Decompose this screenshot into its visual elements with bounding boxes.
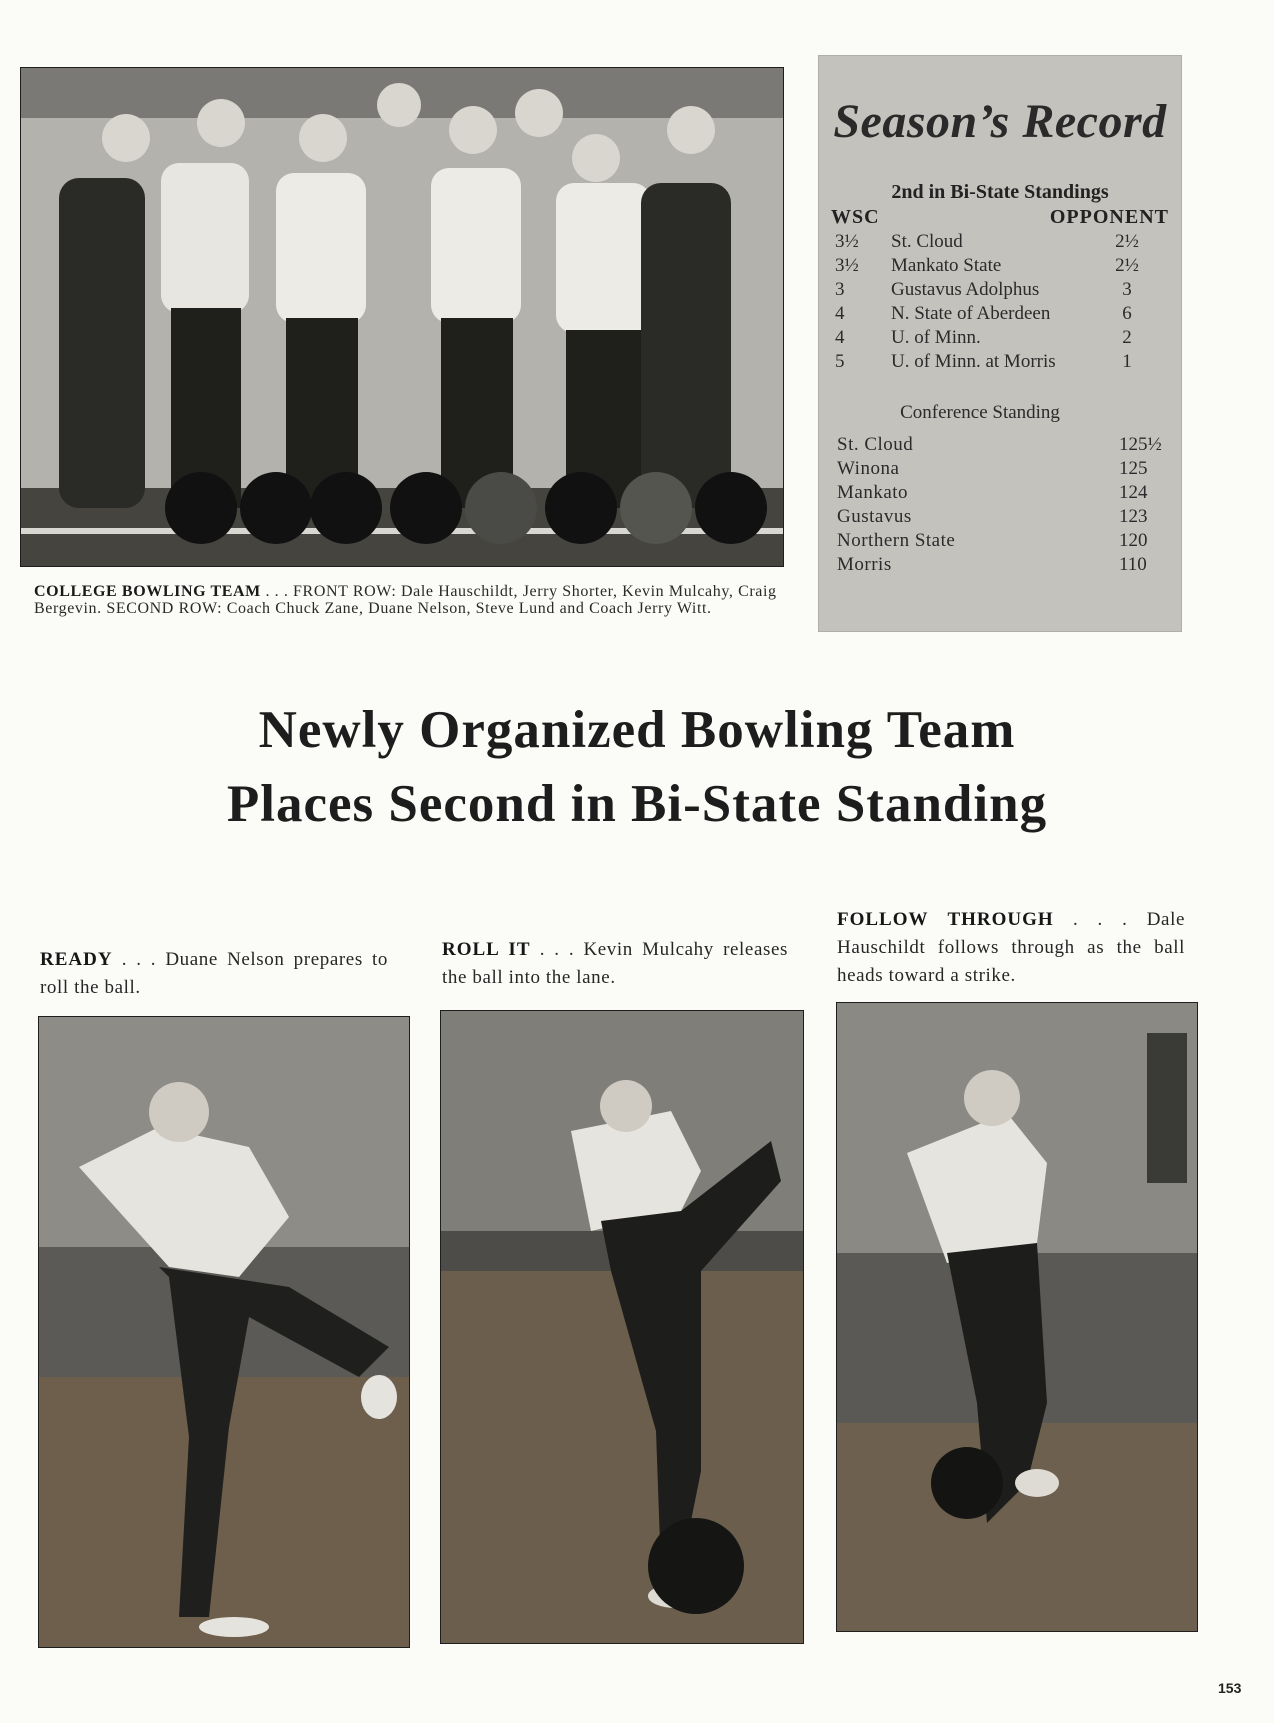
- photo-caption-roll-it: [442, 936, 788, 992]
- conference-points: 120: [1119, 530, 1148, 551]
- opponent-score: 2: [1122, 327, 1132, 348]
- opponent-score: 2½: [1115, 255, 1139, 276]
- record-title: Season’s Record: [833, 95, 1167, 148]
- headline-line-1: Newly Organized Bowling Team: [258, 701, 1016, 759]
- page-number: 153: [1218, 1680, 1242, 1696]
- opponent-name: N. State of Aberdeen: [891, 303, 1051, 324]
- conference-row: [819, 506, 1181, 530]
- opponent-score: 6: [1122, 303, 1132, 324]
- record-subtitle: 2nd in Bi-State Standings: [891, 181, 1109, 203]
- opponent-score: 2½: [1115, 231, 1139, 252]
- opponent-name: St. Cloud: [891, 231, 963, 252]
- conference-team: Morris: [837, 554, 892, 575]
- team-caption-text: . . . FRONT ROW: Dale Hauschildt, Jerry Shorter, Kevin Mulcahy, Craig Bergevin. SECOND ROW: Coach Chuck Zane, Duane Nelson, Steve Lund and Coach Jerry Witt.: [34, 583, 777, 617]
- conference-points: 123: [1119, 506, 1148, 527]
- conference-team: St. Cloud: [837, 434, 914, 455]
- follow-through-photo-illustration: [837, 1003, 1197, 1631]
- headline: [0, 693, 1274, 841]
- opponent-score: 1: [1122, 351, 1132, 372]
- conference-team: Northern State: [837, 530, 956, 551]
- photo-caption-follow-through: [837, 906, 1185, 990]
- conference-title: Conference Standing: [900, 402, 1060, 423]
- conference-row: [819, 458, 1181, 482]
- wsc-score: 3: [835, 279, 845, 300]
- wsc-score: 3½: [835, 255, 859, 276]
- conference-row: [819, 482, 1181, 506]
- wsc-score: 4: [835, 327, 845, 348]
- team-caption-lead: COLLEGE BOWLING TEAM: [34, 583, 261, 600]
- conference-points: 125: [1119, 458, 1148, 479]
- conference-row: [819, 530, 1181, 554]
- conference-points: 125½: [1119, 434, 1162, 455]
- team-caption: [34, 583, 782, 617]
- seasons-record-box: [818, 55, 1182, 632]
- wsc-score: 5: [835, 351, 845, 372]
- game-row: [819, 255, 1181, 279]
- wsc-score: 3½: [835, 231, 859, 252]
- team-photo-illustration: [21, 68, 783, 566]
- column-header-wsc: WSC: [831, 206, 880, 228]
- game-row: [819, 231, 1181, 255]
- game-row: [819, 327, 1181, 351]
- opponent-name: Gustavus Adolphus: [891, 279, 1040, 300]
- game-row: [819, 351, 1181, 375]
- conference-row: [819, 434, 1181, 458]
- opponent-score: 3: [1122, 279, 1132, 300]
- caption-text: . . . Duane Nelson prepares to roll the ball.: [40, 949, 388, 998]
- caption-text: . . . Dale Hauschildt follows through as the ball heads toward a strike.: [837, 909, 1185, 986]
- caption-text: . . . Kevin Mulcahy releases the ball into the lane.: [442, 939, 788, 988]
- game-row: [819, 303, 1181, 327]
- conference-team: Gustavus: [837, 506, 912, 527]
- conference-team: Mankato: [837, 482, 909, 503]
- wsc-score: 4: [835, 303, 845, 324]
- opponent-name: Mankato State: [891, 255, 1002, 276]
- game-row: [819, 279, 1181, 303]
- opponent-name: U. of Minn. at Morris: [891, 351, 1056, 372]
- caption-lead: ROLL IT: [442, 939, 531, 960]
- follow-through-photo: [836, 1002, 1198, 1632]
- conference-row: [819, 554, 1181, 578]
- conference-points: 124: [1119, 482, 1148, 503]
- conference-team: Winona: [837, 458, 900, 479]
- roll-it-photo: [440, 1010, 804, 1644]
- team-photo: [20, 67, 784, 567]
- ready-photo-illustration: [39, 1017, 409, 1647]
- opponent-name: U. of Minn.: [891, 327, 981, 348]
- roll-it-photo-illustration: [441, 1011, 803, 1643]
- conference-points: 110: [1119, 554, 1147, 575]
- headline-line-2: Places Second in Bi-State Standing: [226, 775, 1048, 833]
- column-header-opponent: OPPONENT: [1049, 206, 1169, 228]
- ready-photo: [38, 1016, 410, 1648]
- caption-lead: READY: [40, 949, 113, 970]
- photo-caption-ready: [40, 946, 388, 1002]
- caption-lead: FOLLOW THROUGH: [837, 909, 1054, 930]
